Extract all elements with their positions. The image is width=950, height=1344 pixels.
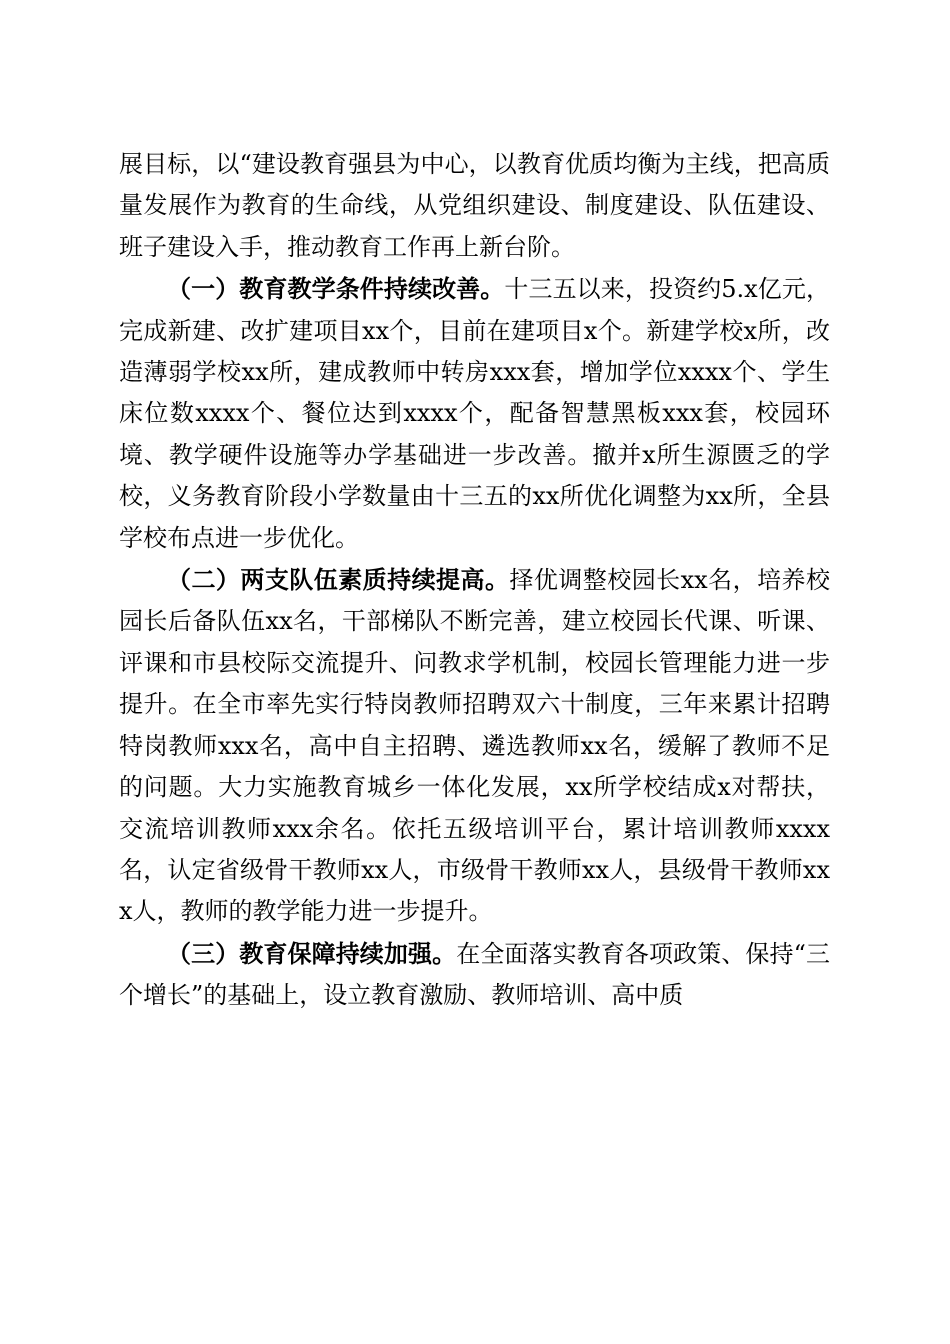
paragraph-text: 十三五以来，投资约5.x亿元，完成新建、改扩建项目xx个，目前在建项目x个。新建学校x所，改造薄弱学校xx所，建成教师中转房xxx套，增加学位xxxx个、学生床位数xxxx个、餐位达到xxxx个，配备智慧黑板xxx套，校园环境、教学硬件设施等办学基础进一步改善。撤并x所生源匮乏的学校，义务教育阶段小学数量由十三五的xx所优化调整为xx所，全县学校布点进一步优化。 xyxy=(119,275,831,552)
paragraph-section-2 xyxy=(119,559,830,933)
section-heading: （三）教育保障持续加强。 xyxy=(167,938,457,968)
paragraph-section-3 xyxy=(119,933,830,1017)
paragraph-section-1 xyxy=(119,268,830,559)
section-heading: （一）教育教学条件持续改善。 xyxy=(167,274,505,304)
section-heading: （二）两支队伍素质持续提高。 xyxy=(167,565,510,595)
paragraph-text: 择优调整校园长xx名，培养校园长后备队伍xx名，干部梯队不断完善，建立校园长代课、听课、评课和市县校际交流提升、问教求学机制，校园长管理能力进一步提升。在全市率先实行特岗教师招聘双六十制度，三年来累计招聘特岗教师xxx名，高中自主招聘、遴选教师xx名，缓解了教师不足的问题。大力实施教育城乡一体化发展，xx所学校结成x对帮扶，交流培训教师xxx余名。依托五级培训平台，累计培训教师xxxx名，认定省级骨干教师xx人，市级骨干教师xx人，县级骨干教师xxx人，教师的教学能力进一步提升。 xyxy=(119,566,830,926)
document-page xyxy=(119,144,830,1017)
paragraph-intro xyxy=(119,144,830,268)
paragraph-text: 在全面落实教育各项政策、保持“三个增长”的基础上，设立教育激励、教师培训、高中质 xyxy=(119,939,830,1010)
paragraph-text: 展目标，以“建设教育强县为中心，以教育优质均衡为主线，把高质量发展作为教育的生命线，从党组织建设、制度建设、队伍建设、班子建设入手，推动教育工作再上新台阶。 xyxy=(119,150,830,261)
